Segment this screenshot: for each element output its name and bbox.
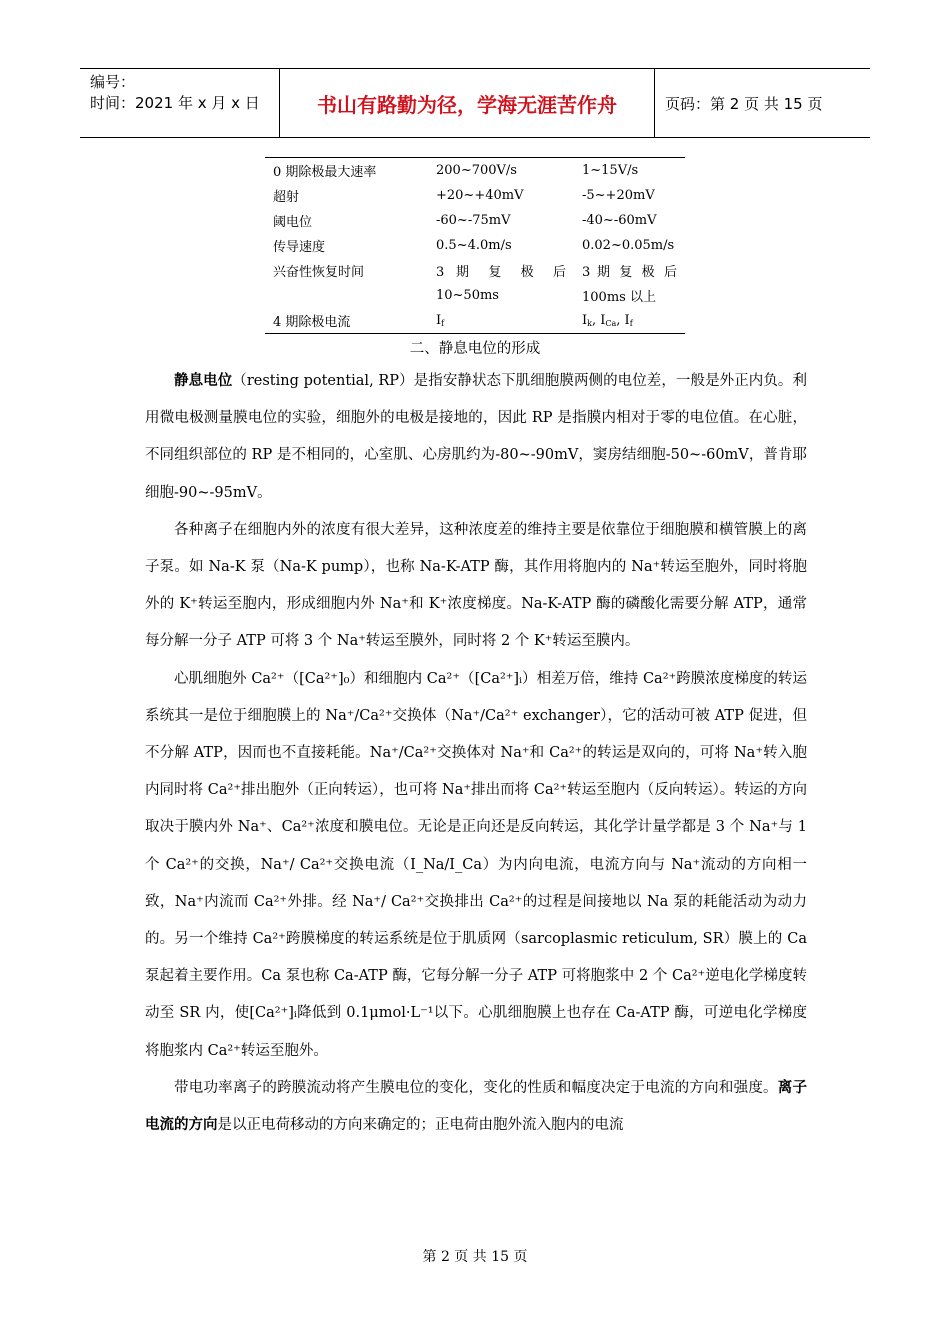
- table-cell: $I_f$: [436, 313, 445, 328]
- header-motto: 书山有路勤为径，学海无涯苦作舟: [280, 69, 655, 137]
- table-cell: 3 期 复 极 后: [582, 265, 677, 280]
- table-cell: -60~-75mV: [436, 213, 511, 228]
- section-title: 二、静息电位的形成: [409, 341, 541, 357]
- table-cell: 1~15V/s: [582, 163, 639, 178]
- header-meta-cell: [80, 69, 280, 137]
- time-label: 时间：2021 年 x 月 x 日: [90, 94, 260, 112]
- table-row: [265, 183, 685, 208]
- table-row: [265, 258, 685, 283]
- paragraph-4: 带电功率离子的跨膜流动将产生膜电位的变化，变化的性质和幅度决定于电流的方向和强度。离子电流的方向是以正电荷移动的方向来确定的；正电荷由胞外流入胞内的电流: [145, 1079, 808, 1134]
- table-cell: 传导速度: [273, 240, 326, 255]
- table-cell: [265, 283, 428, 308]
- table-cell: 4 期除极电流: [273, 315, 351, 330]
- paragraph-3: 心肌细胞外 Ca²⁺（[Ca²⁺]₀）和细胞内 Ca²⁺（[Ca²⁺]ᵢ）相差万倍，维持 Ca²⁺跨膜浓度梯度的转运系统其一是位于细胞膜上的 Na⁺/Ca²⁺交换体（Na⁺/Ca²⁺ exchanger），它的活动可被 ATP 促进，但不分解 ATP，因而也不直接耗能。Na⁺/Ca²⁺交换体对 Na⁺和 Ca²⁺的转运是双向的，可将 Na⁺转入胞内同时将 Ca²⁺排出胞外（正向转运），也可将 Na⁺排出而将 Ca²⁺转运至胞内（反向转运）。转运的方向取决于膜内外 Na⁺、Ca²⁺浓度和膜电位。无论是正向还是反向转运，其化学计量学都是 3 个 Na⁺与 1 个 Ca²⁺的交换，Na⁺/ Ca²⁺交换电流（I_Na/I_Ca）为内向电流，电流方向与 Na⁺流动的方向相一致，Na⁺内流而 Ca²⁺外排。经 Na⁺/ Ca²⁺交换排出 Ca²⁺的过程是间接地以 Na 泵的耗能活动为动力的。另一个维持 Ca²⁺跨膜梯度的转运系统是位于肌质网（sarcoplasmic reticulum, SR）膜上的 Ca 泵起着主要作用。Ca 泵也称 Ca-ATP 酶，它每分解一分子 ATP 可将胞浆中 2 个 Ca²⁺逆电化学梯度转动至 SR 内，使[Ca²⁺]ᵢ降低到 0.1μmol·L⁻¹以下。心肌细胞膜上也存在 Ca-ATP 酶，可逆电化学梯度将胞浆内 Ca²⁺转运至胞外。: [145, 670, 807, 1059]
- table-cell: 10~50ms: [436, 288, 499, 303]
- term-ion-current-direction: 离子电流的方向: [145, 1079, 808, 1134]
- header-page-info: 页码：第 2 页 共 15 页: [665, 94, 823, 113]
- term-resting-potential: 静息电位: [174, 373, 233, 389]
- paragraph-1: 静息电位（resting potential, RP）是指安静状态下肌细胞膜两侧的电位差，一般是外正内负。利用微电极测量膜电位的实验，细胞外的电极是接地的，因此 RP 是指膜内相对于零的电位值。在心脏，不同组织部位的 RP 是不相同的，心室肌、心房肌约为-80~-90mV，窦房结细胞-50~-60mV，普肯耶细胞-90~-95mV。: [145, 373, 807, 501]
- page-footer: 第 2 页 共 15 页: [422, 1249, 528, 1265]
- table-cell: 超射: [273, 190, 300, 205]
- table-cell: 阈电位: [273, 215, 313, 230]
- table-cell: 100ms 以上: [582, 290, 656, 305]
- table-row: [265, 208, 685, 233]
- table-cell: 200~700V/s: [436, 163, 517, 178]
- table-row: [265, 283, 685, 308]
- table-cell: 兴奋性恢复时间: [273, 265, 365, 280]
- number-label: 编号：: [90, 73, 136, 91]
- table-cell: +20~+40mV: [436, 188, 524, 203]
- table-cell: -40~-60mV: [582, 213, 657, 228]
- comparison-table: [265, 157, 685, 334]
- page-header: [80, 68, 870, 138]
- table-cell: $I_k$, $I_{Ca}$, $I_f$: [582, 313, 633, 328]
- table-cell: -5~+20mV: [582, 188, 655, 203]
- table-cell: 0.5~4.0m/s: [436, 238, 512, 253]
- table-row: [265, 308, 685, 334]
- table-cell: 3 期 复 极 后: [436, 265, 566, 280]
- body-text: [145, 363, 807, 1144]
- paragraph-2: 各种离子在细胞内外的浓度有很大差异，这种浓度差的维持主要是依靠位于细胞膜和横管膜上的离子泵。如 Na-K 泵（Na-K pump），也称 Na-K-ATP 酶，其作用将胞内的 Na⁺转运至胞外，同时将胞外的 K⁺转运至胞内，形成细胞内外 Na⁺和 K⁺浓度梯度。Na-K-ATP 酶的磷酸化需要分解 ATP，通常每分解一分子 ATP 可将 3 个 Na⁺转运至膜外，同时将 2 个 K⁺转运至膜内。: [145, 521, 807, 650]
- table-row: [265, 233, 685, 258]
- table-cell: 0.02~0.05m/s: [582, 238, 675, 253]
- table-row: [265, 158, 685, 184]
- table-cell: 0 期除极最大速率: [273, 165, 377, 180]
